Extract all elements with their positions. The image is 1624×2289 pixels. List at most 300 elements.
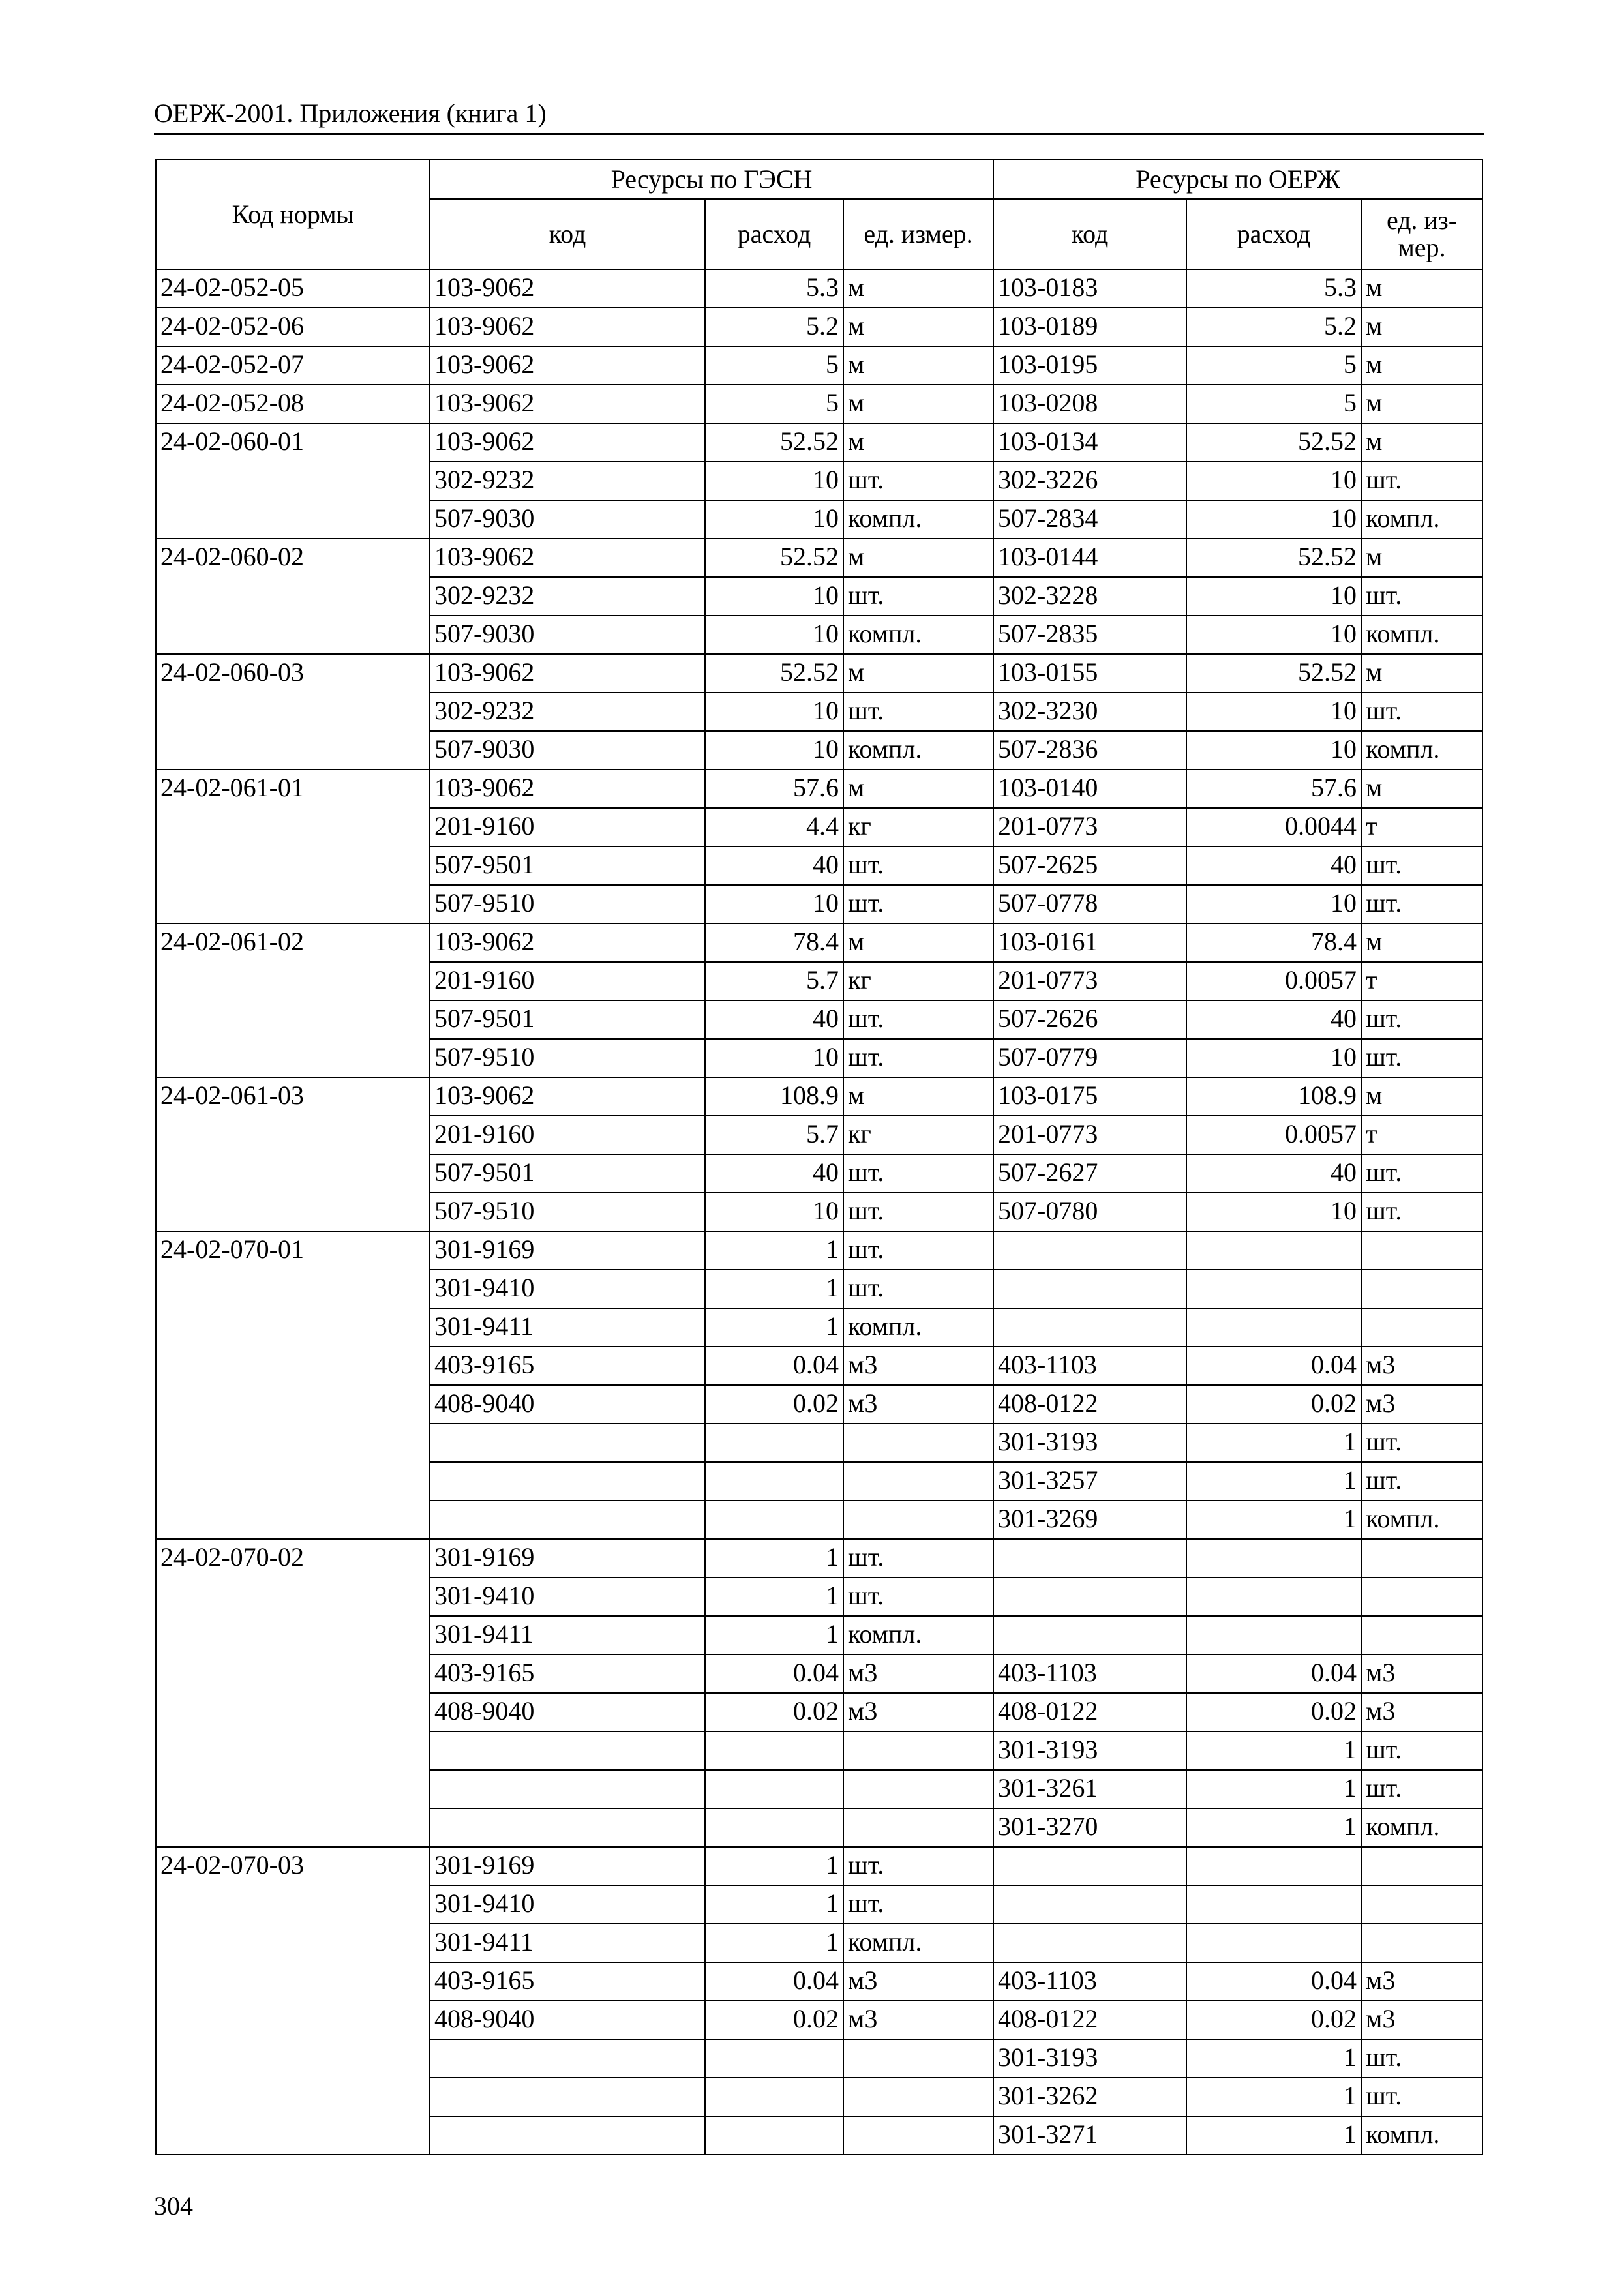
- table-row: [156, 1847, 1482, 1885]
- oerzh-rate-cell: 1: [1186, 2078, 1361, 2116]
- gesn-code-cell: 103-9062: [430, 539, 705, 577]
- oerzh-code-cell: 103-0175: [993, 1077, 1186, 1116]
- gesn-rate-cell: [705, 1808, 843, 1847]
- norm-code-cell: 24-02-061-02: [156, 923, 430, 1077]
- gesn-unit-header: ед. измер.: [843, 199, 993, 269]
- gesn-rate-cell: 5: [705, 385, 843, 423]
- gesn-rate-cell: 10: [705, 616, 843, 654]
- gesn-unit-cell: кг: [843, 808, 993, 846]
- group-gesn-header: Ресурсы по ГЭСН: [430, 160, 993, 199]
- gesn-rate-cell: [705, 1770, 843, 1808]
- gesn-unit-cell: шт.: [843, 1193, 993, 1231]
- gesn-code-cell: 201-9160: [430, 1116, 705, 1154]
- oerzh-unit-cell: т: [1361, 808, 1482, 846]
- gesn-unit-cell: шт.: [843, 846, 993, 885]
- oerzh-rate-cell: [1186, 1539, 1361, 1578]
- oerzh-code-cell: 408-0122: [993, 1385, 1186, 1424]
- oerzh-unit-cell: шт.: [1361, 1039, 1482, 1077]
- gesn-unit-cell: м: [843, 923, 993, 962]
- oerzh-code-cell: 103-0134: [993, 423, 1186, 462]
- gesn-code-cell: 301-9411: [430, 1308, 705, 1347]
- oerzh-code-cell: [993, 1616, 1186, 1654]
- gesn-rate-cell: 5.7: [705, 962, 843, 1000]
- gesn-unit-cell: [843, 2078, 993, 2116]
- gesn-unit-cell: компл.: [843, 616, 993, 654]
- oerzh-unit-cell: м: [1361, 539, 1482, 577]
- gesn-unit-cell: [843, 1770, 993, 1808]
- gesn-rate-cell: 10: [705, 885, 843, 923]
- gesn-code-cell: 302-9232: [430, 577, 705, 616]
- gesn-unit-cell: шт.: [843, 1539, 993, 1578]
- oerzh-rate-cell: 10: [1186, 616, 1361, 654]
- gesn-code-cell: 301-9169: [430, 1231, 705, 1270]
- oerzh-code-cell: 103-0183: [993, 269, 1186, 308]
- oerzh-unit-cell: компл.: [1361, 500, 1482, 539]
- oerzh-code-cell: 403-1103: [993, 1962, 1186, 2001]
- oerzh-rate-cell: 1: [1186, 2116, 1361, 2155]
- gesn-unit-cell: [843, 1808, 993, 1847]
- oerzh-rate-cell: 1: [1186, 1731, 1361, 1770]
- oerzh-unit-cell: м: [1361, 770, 1482, 808]
- gesn-unit-cell: шт.: [843, 693, 993, 731]
- oerzh-unit-cell: шт.: [1361, 885, 1482, 923]
- norm-code-cell: 24-02-060-01: [156, 423, 430, 539]
- gesn-code-cell: 507-9501: [430, 1154, 705, 1193]
- oerzh-rate-cell: 57.6: [1186, 770, 1361, 808]
- oerzh-unit-cell: [1361, 1616, 1482, 1654]
- oerzh-unit-cell: шт.: [1361, 1000, 1482, 1039]
- oerzh-unit-cell: [1361, 1847, 1482, 1885]
- gesn-rate-cell: 1: [705, 1924, 843, 1962]
- table-row: [156, 269, 1482, 308]
- gesn-code-cell: 408-9040: [430, 2001, 705, 2039]
- gesn-rate-cell: 0.04: [705, 1347, 843, 1385]
- gesn-code-cell: 103-9062: [430, 770, 705, 808]
- oerzh-code-cell: [993, 1270, 1186, 1308]
- gesn-rate-cell: 1: [705, 1539, 843, 1578]
- oerzh-unit-cell: [1361, 1578, 1482, 1616]
- gesn-code-cell: 103-9062: [430, 346, 705, 385]
- gesn-rate-cell: 10: [705, 1193, 843, 1231]
- gesn-rate-cell: 1: [705, 1578, 843, 1616]
- oerzh-unit-cell: шт.: [1361, 1154, 1482, 1193]
- oerzh-rate-cell: 10: [1186, 577, 1361, 616]
- gesn-code-cell: 507-9030: [430, 731, 705, 770]
- oerzh-code-cell: 507-2834: [993, 500, 1186, 539]
- oerzh-code-cell: [993, 1539, 1186, 1578]
- oerzh-code-cell: [993, 1308, 1186, 1347]
- oerzh-rate-cell: 0.02: [1186, 2001, 1361, 2039]
- oerzh-code-cell: 201-0773: [993, 962, 1186, 1000]
- gesn-unit-cell: шт.: [843, 1885, 993, 1924]
- gesn-unit-cell: шт.: [843, 1270, 993, 1308]
- gesn-code-cell: [430, 1462, 705, 1501]
- oerzh-code-cell: 403-1103: [993, 1654, 1186, 1693]
- gesn-rate-cell: [705, 1731, 843, 1770]
- gesn-rate-cell: 5.7: [705, 1116, 843, 1154]
- norm-code-cell: 24-02-070-03: [156, 1847, 430, 2155]
- gesn-unit-cell: компл.: [843, 731, 993, 770]
- gesn-code-cell: 103-9062: [430, 923, 705, 962]
- gesn-unit-cell: компл.: [843, 1308, 993, 1347]
- gesn-unit-cell: [843, 2116, 993, 2155]
- gesn-unit-cell: м3: [843, 2001, 993, 2039]
- oerzh-code-cell: 301-3262: [993, 2078, 1186, 2116]
- table-row: [156, 1077, 1482, 1116]
- oerzh-unit-cell: компл.: [1361, 1501, 1482, 1539]
- page-number: 304: [154, 2191, 193, 2221]
- gesn-unit-cell: м: [843, 654, 993, 693]
- gesn-unit-cell: м3: [843, 1693, 993, 1731]
- oerzh-code-cell: 301-3271: [993, 2116, 1186, 2155]
- oerzh-unit-cell: т: [1361, 962, 1482, 1000]
- oerzh-rate-cell: 0.0044: [1186, 808, 1361, 846]
- oerzh-code-cell: 201-0773: [993, 808, 1186, 846]
- oerzh-code-cell: 302-3230: [993, 693, 1186, 731]
- gesn-code-cell: 301-9411: [430, 1924, 705, 1962]
- oerzh-rate-cell: [1186, 1616, 1361, 1654]
- oerzh-code-cell: [993, 1924, 1186, 1962]
- oerzh-rate-cell: 5: [1186, 346, 1361, 385]
- gesn-code-cell: 301-9169: [430, 1847, 705, 1885]
- gesn-code-cell: 507-9510: [430, 885, 705, 923]
- oerzh-rate-cell: 5: [1186, 385, 1361, 423]
- gesn-code-cell: [430, 1808, 705, 1847]
- table-row: [156, 308, 1482, 346]
- gesn-code-cell: 103-9062: [430, 308, 705, 346]
- gesn-code-cell: 302-9232: [430, 693, 705, 731]
- table-body: [156, 269, 1482, 2155]
- oerzh-rate-cell: 0.0057: [1186, 1116, 1361, 1154]
- oerzh-rate-cell: 1: [1186, 1462, 1361, 1501]
- oerzh-unit-cell: [1361, 1924, 1482, 1962]
- gesn-unit-cell: [843, 1501, 993, 1539]
- oerzh-rate-cell: 10: [1186, 462, 1361, 500]
- oerzh-code-cell: [993, 1885, 1186, 1924]
- oerzh-rate-cell: [1186, 1885, 1361, 1924]
- oerzh-rate-cell: 40: [1186, 1154, 1361, 1193]
- gesn-unit-cell: шт.: [843, 1578, 993, 1616]
- gesn-code-cell: 301-9410: [430, 1578, 705, 1616]
- gesn-rate-cell: 52.52: [705, 539, 843, 577]
- oerzh-unit-cell: шт.: [1361, 2039, 1482, 2078]
- oerzh-unit-cell: м: [1361, 385, 1482, 423]
- oerzh-code-cell: 301-3193: [993, 2039, 1186, 2078]
- gesn-rate-cell: 1: [705, 1616, 843, 1654]
- gesn-unit-cell: шт.: [843, 1847, 993, 1885]
- oerzh-unit-cell: м: [1361, 1077, 1482, 1116]
- gesn-unit-cell: м3: [843, 1347, 993, 1385]
- oerzh-unit-cell: шт.: [1361, 846, 1482, 885]
- oerzh-unit-cell: м: [1361, 308, 1482, 346]
- gesn-unit-cell: [843, 1731, 993, 1770]
- gesn-code-cell: 302-9232: [430, 462, 705, 500]
- oerzh-unit-cell: шт.: [1361, 577, 1482, 616]
- gesn-rate-cell: 0.02: [705, 1693, 843, 1731]
- table-row: [156, 654, 1482, 693]
- oerzh-code-cell: 507-2627: [993, 1154, 1186, 1193]
- oerzh-rate-cell: 40: [1186, 1000, 1361, 1039]
- gesn-unit-cell: м: [843, 770, 993, 808]
- gesn-rate-cell: 0.02: [705, 1385, 843, 1424]
- gesn-rate-cell: 108.9: [705, 1077, 843, 1116]
- oerzh-code-cell: 302-3228: [993, 577, 1186, 616]
- gesn-unit-cell: компл.: [843, 500, 993, 539]
- gesn-unit-cell: м: [843, 346, 993, 385]
- gesn-rate-cell: 40: [705, 846, 843, 885]
- gesn-unit-cell: м3: [843, 1654, 993, 1693]
- norm-code-cell: 24-02-061-01: [156, 770, 430, 923]
- oerzh-unit-cell: [1361, 1885, 1482, 1924]
- oerzh-rate-cell: 52.52: [1186, 654, 1361, 693]
- oerzh-rate-cell: 10: [1186, 1193, 1361, 1231]
- gesn-rate-cell: 5: [705, 346, 843, 385]
- oerzh-unit-cell: шт.: [1361, 2078, 1482, 2116]
- oerzh-rate-cell: 10: [1186, 693, 1361, 731]
- gesn-rate-cell: 57.6: [705, 770, 843, 808]
- gesn-rate-cell: 0.04: [705, 1654, 843, 1693]
- gesn-code-cell: 408-9040: [430, 1693, 705, 1731]
- gesn-code-cell: 103-9062: [430, 654, 705, 693]
- gesn-unit-cell: шт.: [843, 577, 993, 616]
- gesn-unit-cell: шт.: [843, 462, 993, 500]
- oerzh-unit-cell: [1361, 1308, 1482, 1347]
- gesn-code-cell: 403-9165: [430, 1962, 705, 2001]
- gesn-unit-cell: м: [843, 269, 993, 308]
- gesn-rate-cell: 10: [705, 693, 843, 731]
- gesn-code-cell: 507-9510: [430, 1193, 705, 1231]
- oerzh-unit-cell: шт.: [1361, 1424, 1482, 1462]
- oerzh-rate-cell: 5.2: [1186, 308, 1361, 346]
- oerzh-code-cell: 103-0161: [993, 923, 1186, 962]
- oerzh-rate-cell: 0.04: [1186, 1962, 1361, 2001]
- gesn-unit-cell: кг: [843, 1116, 993, 1154]
- gesn-unit-cell: шт.: [843, 1039, 993, 1077]
- oerzh-unit-cell: м: [1361, 423, 1482, 462]
- gesn-unit-cell: шт.: [843, 1000, 993, 1039]
- gesn-code-cell: 201-9160: [430, 962, 705, 1000]
- norm-code-cell: 24-02-061-03: [156, 1077, 430, 1231]
- oerzh-code-cell: 103-0140: [993, 770, 1186, 808]
- oerzh-code-cell: [993, 1578, 1186, 1616]
- gesn-unit-cell: компл.: [843, 1924, 993, 1962]
- gesn-code-cell: [430, 1731, 705, 1770]
- gesn-rate-cell: 78.4: [705, 923, 843, 962]
- oerzh-rate-cell: [1186, 1847, 1361, 1885]
- table-row: [156, 539, 1482, 577]
- oerzh-rate-cell: 10: [1186, 731, 1361, 770]
- table-row: [156, 423, 1482, 462]
- gesn-rate-cell: 5.2: [705, 308, 843, 346]
- gesn-code-cell: 507-9510: [430, 1039, 705, 1077]
- oerzh-unit-cell: м3: [1361, 1654, 1482, 1693]
- oerzh-unit-cell: м3: [1361, 1962, 1482, 2001]
- group-oerzh-header: Ресурсы по ОЕРЖ: [993, 160, 1482, 199]
- gesn-rate-cell: [705, 1462, 843, 1501]
- table-row: [156, 923, 1482, 962]
- gesn-code-cell: 507-9501: [430, 1000, 705, 1039]
- gesn-unit-cell: шт.: [843, 885, 993, 923]
- oerzh-code-cell: 301-3261: [993, 1770, 1186, 1808]
- oerzh-code-header: код: [993, 199, 1186, 269]
- gesn-code-cell: [430, 1424, 705, 1462]
- oerzh-unit-cell: шт.: [1361, 1193, 1482, 1231]
- gesn-rate-cell: 1: [705, 1231, 843, 1270]
- gesn-rate-cell: [705, 1424, 843, 1462]
- oerzh-unit-cell: т: [1361, 1116, 1482, 1154]
- oerzh-code-cell: 507-2626: [993, 1000, 1186, 1039]
- oerzh-code-cell: 301-3193: [993, 1424, 1186, 1462]
- gesn-rate-cell: 10: [705, 731, 843, 770]
- oerzh-code-cell: 507-0780: [993, 1193, 1186, 1231]
- gesn-code-cell: 301-9410: [430, 1270, 705, 1308]
- oerzh-unit-cell: компл.: [1361, 731, 1482, 770]
- gesn-rate-cell: 1: [705, 1885, 843, 1924]
- oerzh-rate-cell: 0.02: [1186, 1385, 1361, 1424]
- gesn-unit-cell: [843, 1424, 993, 1462]
- oerzh-code-cell: 507-2625: [993, 846, 1186, 885]
- oerzh-code-cell: 103-0144: [993, 539, 1186, 577]
- gesn-code-cell: 103-9062: [430, 423, 705, 462]
- gesn-rate-cell: [705, 1501, 843, 1539]
- gesn-code-cell: 408-9040: [430, 1385, 705, 1424]
- gesn-rate-cell: [705, 2116, 843, 2155]
- oerzh-code-cell: [993, 1847, 1186, 1885]
- oerzh-unit-cell: компл.: [1361, 616, 1482, 654]
- oerzh-rate-cell: [1186, 1231, 1361, 1270]
- oerzh-rate-cell: 1: [1186, 1770, 1361, 1808]
- oerzh-rate-cell: 52.52: [1186, 539, 1361, 577]
- gesn-unit-cell: шт.: [843, 1231, 993, 1270]
- gesn-rate-cell: 10: [705, 577, 843, 616]
- gesn-unit-cell: м: [843, 308, 993, 346]
- gesn-rate-cell: 0.04: [705, 1962, 843, 2001]
- gesn-unit-cell: [843, 2039, 993, 2078]
- oerzh-unit-cell: м: [1361, 654, 1482, 693]
- gesn-unit-cell: компл.: [843, 1616, 993, 1654]
- gesn-unit-cell: м: [843, 539, 993, 577]
- oerzh-code-cell: 301-3269: [993, 1501, 1186, 1539]
- gesn-unit-cell: м: [843, 1077, 993, 1116]
- col-norm-code-header: Код нормы: [156, 160, 430, 269]
- gesn-unit-cell: кг: [843, 962, 993, 1000]
- norm-code-cell: 24-02-070-01: [156, 1231, 430, 1539]
- gesn-unit-cell: м: [843, 385, 993, 423]
- oerzh-unit-header: ед. из-мер.: [1361, 199, 1482, 269]
- oerzh-rate-cell: 1: [1186, 1424, 1361, 1462]
- oerzh-code-cell: 103-0155: [993, 654, 1186, 693]
- oerzh-unit-cell: компл.: [1361, 1808, 1482, 1847]
- oerzh-code-cell: 507-2835: [993, 616, 1186, 654]
- table-head: [156, 160, 1482, 269]
- gesn-code-header: код: [430, 199, 705, 269]
- gesn-rate-cell: 0.02: [705, 2001, 843, 2039]
- gesn-rate-cell: 1: [705, 1847, 843, 1885]
- page-header: ОЕРЖ-2001. Приложения (книга 1): [154, 98, 547, 128]
- gesn-rate-cell: 1: [705, 1270, 843, 1308]
- norm-code-cell: 24-02-060-02: [156, 539, 430, 654]
- gesn-code-cell: [430, 1770, 705, 1808]
- oerzh-code-cell: 507-2836: [993, 731, 1186, 770]
- oerzh-unit-cell: м: [1361, 269, 1482, 308]
- gesn-code-cell: 301-9169: [430, 1539, 705, 1578]
- oerzh-rate-cell: 5.3: [1186, 269, 1361, 308]
- gesn-code-cell: [430, 1501, 705, 1539]
- gesn-unit-cell: шт.: [843, 1154, 993, 1193]
- resources-table: [155, 159, 1483, 2155]
- gesn-rate-cell: 10: [705, 462, 843, 500]
- norm-code-cell: 24-02-070-02: [156, 1539, 430, 1847]
- gesn-unit-cell: м3: [843, 1962, 993, 2001]
- oerzh-unit-cell: м3: [1361, 2001, 1482, 2039]
- oerzh-code-cell: 301-3270: [993, 1808, 1186, 1847]
- gesn-unit-cell: м: [843, 423, 993, 462]
- oerzh-rate-cell: 1: [1186, 1808, 1361, 1847]
- oerzh-code-cell: 403-1103: [993, 1347, 1186, 1385]
- norm-code-cell: 24-02-052-07: [156, 346, 430, 385]
- oerzh-rate-cell: 0.02: [1186, 1693, 1361, 1731]
- oerzh-unit-cell: м: [1361, 923, 1482, 962]
- gesn-code-cell: [430, 2116, 705, 2155]
- table-row: [156, 770, 1482, 808]
- oerzh-unit-cell: [1361, 1539, 1482, 1578]
- norm-code-cell: 24-02-052-08: [156, 385, 430, 423]
- gesn-code-cell: 507-9030: [430, 500, 705, 539]
- oerzh-rate-header: расход: [1186, 199, 1361, 269]
- oerzh-code-cell: 201-0773: [993, 1116, 1186, 1154]
- gesn-code-cell: 507-9030: [430, 616, 705, 654]
- oerzh-code-cell: 103-0208: [993, 385, 1186, 423]
- oerzh-unit-cell: шт.: [1361, 1731, 1482, 1770]
- header-row-groups: [156, 160, 1482, 199]
- gesn-code-cell: [430, 2039, 705, 2078]
- norm-code-cell: 24-02-052-05: [156, 269, 430, 308]
- gesn-code-cell: 301-9411: [430, 1616, 705, 1654]
- oerzh-code-cell: 103-0189: [993, 308, 1186, 346]
- oerzh-rate-cell: 10: [1186, 1039, 1361, 1077]
- oerzh-rate-cell: 78.4: [1186, 923, 1361, 962]
- oerzh-rate-cell: 1: [1186, 1501, 1361, 1539]
- oerzh-code-cell: 103-0195: [993, 346, 1186, 385]
- gesn-code-cell: 103-9062: [430, 385, 705, 423]
- gesn-rate-cell: 5.3: [705, 269, 843, 308]
- header-rule: [154, 133, 1484, 135]
- oerzh-code-cell: 408-0122: [993, 1693, 1186, 1731]
- oerzh-unit-cell: шт.: [1361, 1462, 1482, 1501]
- oerzh-rate-cell: 40: [1186, 846, 1361, 885]
- gesn-rate-header: расход: [705, 199, 843, 269]
- oerzh-code-cell: 408-0122: [993, 2001, 1186, 2039]
- gesn-unit-cell: м3: [843, 1385, 993, 1424]
- oerzh-code-cell: 301-3193: [993, 1731, 1186, 1770]
- oerzh-rate-cell: [1186, 1924, 1361, 1962]
- oerzh-unit-cell: компл.: [1361, 2116, 1482, 2155]
- gesn-rate-cell: 1: [705, 1308, 843, 1347]
- gesn-rate-cell: [705, 2039, 843, 2078]
- oerzh-unit-cell: м3: [1361, 1385, 1482, 1424]
- gesn-rate-cell: 10: [705, 500, 843, 539]
- oerzh-unit-cell: [1361, 1270, 1482, 1308]
- oerzh-unit-cell: м3: [1361, 1347, 1482, 1385]
- table-row: [156, 385, 1482, 423]
- oerzh-unit-cell: м: [1361, 346, 1482, 385]
- gesn-rate-cell: 40: [705, 1000, 843, 1039]
- oerzh-unit-cell: шт.: [1361, 693, 1482, 731]
- gesn-code-cell: 403-9165: [430, 1654, 705, 1693]
- gesn-code-cell: 403-9165: [430, 1347, 705, 1385]
- oerzh-code-cell: 301-3257: [993, 1462, 1186, 1501]
- norm-code-cell: 24-02-060-03: [156, 654, 430, 770]
